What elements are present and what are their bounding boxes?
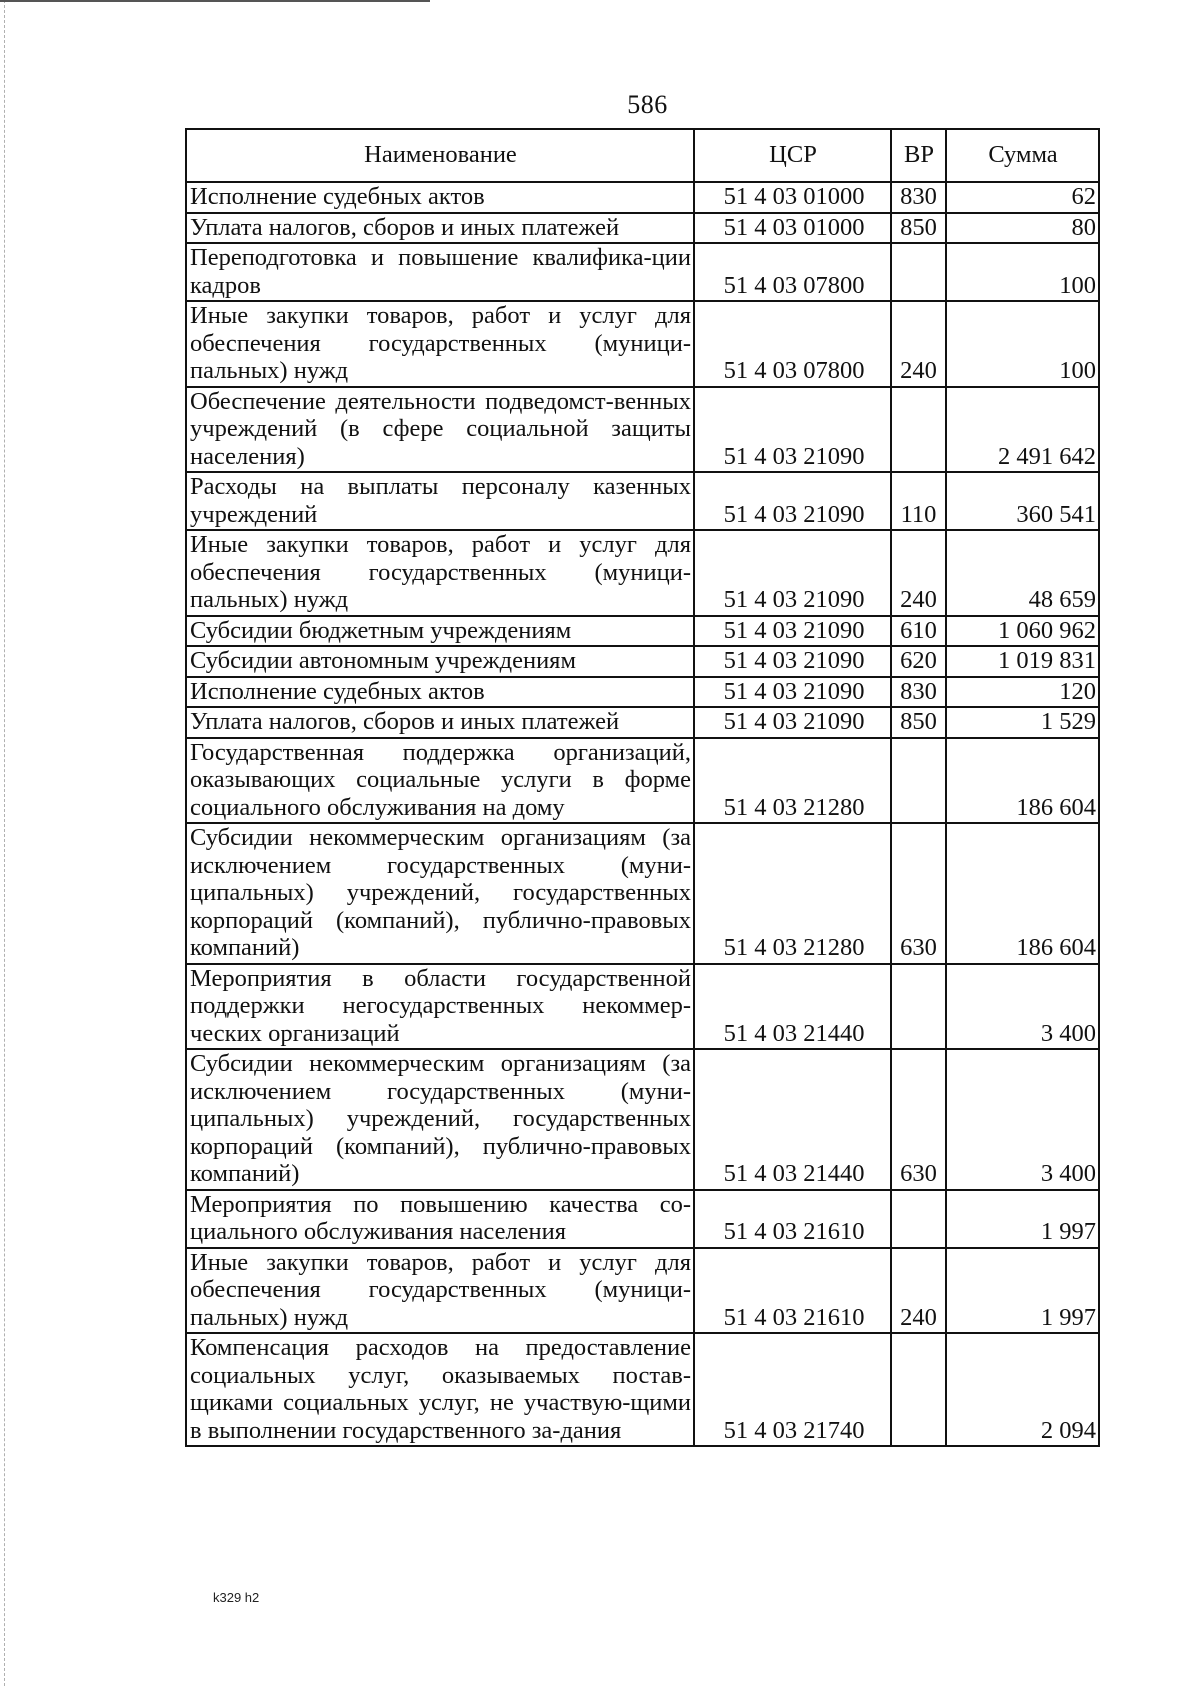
table-row	[186, 182, 1099, 213]
row-csr-cell: 51 4 03 01000	[694, 213, 891, 244]
row-name-cell: Исполнение судебных актов	[186, 182, 694, 213]
row-csr-cell: 51 4 03 21090	[694, 530, 891, 616]
row-vr-cell	[891, 964, 946, 1050]
table-row	[186, 677, 1099, 708]
budget-table	[185, 128, 1100, 1447]
row-sum-cell: 3 400	[946, 1049, 1099, 1190]
row-sum-cell: 186 604	[946, 738, 1099, 824]
table-row	[186, 387, 1099, 473]
header-row	[186, 129, 1099, 182]
row-vr-cell: 850	[891, 707, 946, 738]
row-csr-cell: 51 4 03 21280	[694, 823, 891, 964]
row-name-cell: Иные закупки товаров, работ и услуг для обеспечения государственных (муници-пальных) нужд	[186, 301, 694, 387]
row-csr-cell: 51 4 03 21090	[694, 472, 891, 530]
row-vr-cell: 630	[891, 823, 946, 964]
row-vr-cell	[891, 738, 946, 824]
table-row	[186, 964, 1099, 1050]
row-csr-cell: 51 4 03 21610	[694, 1190, 891, 1248]
row-vr-cell	[891, 1333, 946, 1446]
table-row	[186, 823, 1099, 964]
row-sum-cell: 100	[946, 301, 1099, 387]
row-vr-cell: 830	[891, 677, 946, 708]
row-name-cell: Субсидии некоммерческим организациям (за исключением государственных (муни-ципальных) учреждений, государственных корпораций (компаний), публично-правовых компаний)	[186, 823, 694, 964]
row-vr-cell: 850	[891, 213, 946, 244]
header-vr: ВР	[891, 129, 946, 182]
table-row	[186, 530, 1099, 616]
row-name-cell: Компенсация расходов на предоставление социальных услуг, оказываемых постав-щиками социальных услуг, не участвую-щими в выполнении государственного за-дания	[186, 1333, 694, 1446]
row-csr-cell: 51 4 03 21090	[694, 616, 891, 647]
footer-code: k329 h2	[213, 1590, 260, 1605]
row-vr-cell: 630	[891, 1049, 946, 1190]
row-vr-cell: 240	[891, 530, 946, 616]
row-csr-cell: 51 4 03 21090	[694, 677, 891, 708]
scan-edge-top	[0, 0, 430, 2]
row-sum-cell: 100	[946, 243, 1099, 301]
row-sum-cell: 120	[946, 677, 1099, 708]
row-csr-cell: 51 4 03 21090	[694, 387, 891, 473]
row-sum-cell: 62	[946, 182, 1099, 213]
row-name-cell: Субсидии автономным учреждениям	[186, 646, 694, 677]
row-sum-cell: 1 997	[946, 1190, 1099, 1248]
row-name-cell: Государственная поддержка организаций, оказывающих социальные услуги в форме социального обслуживания на дому	[186, 738, 694, 824]
row-name-cell: Иные закупки товаров, работ и услуг для обеспечения государственных (муници-пальных) нужд	[186, 530, 694, 616]
row-vr-cell: 110	[891, 472, 946, 530]
row-name-cell: Иные закупки товаров, работ и услуг для обеспечения государственных (муници-пальных) нужд	[186, 1248, 694, 1334]
table-row	[186, 1190, 1099, 1248]
row-csr-cell: 51 4 03 21090	[694, 707, 891, 738]
row-sum-cell: 2 491 642	[946, 387, 1099, 473]
row-name-cell: Уплата налогов, сборов и иных платежей	[186, 213, 694, 244]
row-name-cell: Расходы на выплаты персоналу казенных учреждений	[186, 472, 694, 530]
header-csr: ЦСР	[694, 129, 891, 182]
row-name-cell: Обеспечение деятельности подведомст-венных учреждений (в сфере социальной защиты населения)	[186, 387, 694, 473]
row-vr-cell	[891, 387, 946, 473]
row-vr-cell	[891, 1190, 946, 1248]
row-vr-cell: 830	[891, 182, 946, 213]
row-sum-cell: 1 060 962	[946, 616, 1099, 647]
row-name-cell: Субсидии бюджетным учреждениям	[186, 616, 694, 647]
scan-edge-left	[4, 0, 6, 1686]
row-vr-cell: 240	[891, 301, 946, 387]
row-name-cell: Исполнение судебных актов	[186, 677, 694, 708]
row-sum-cell: 1 529	[946, 707, 1099, 738]
table-row	[186, 301, 1099, 387]
table-row	[186, 738, 1099, 824]
row-csr-cell: 51 4 03 01000	[694, 182, 891, 213]
row-sum-cell: 1 019 831	[946, 646, 1099, 677]
row-csr-cell: 51 4 03 21440	[694, 964, 891, 1050]
table-row	[186, 1049, 1099, 1190]
row-name-cell: Переподготовка и повышение квалифика-ции кадров	[186, 243, 694, 301]
table-header	[186, 129, 1099, 182]
row-csr-cell: 51 4 03 07800	[694, 243, 891, 301]
table-row	[186, 616, 1099, 647]
row-sum-cell: 360 541	[946, 472, 1099, 530]
row-name-cell: Субсидии некоммерческим организациям (за исключением государственных (муни-ципальных) учреждений, государственных корпораций (компаний), публично-правовых компаний)	[186, 1049, 694, 1190]
row-sum-cell: 1 997	[946, 1248, 1099, 1334]
row-csr-cell: 51 4 03 21280	[694, 738, 891, 824]
table-body	[186, 182, 1099, 1446]
row-name-cell: Мероприятия в области государственной поддержки негосударственных некоммер-ческих организаций	[186, 964, 694, 1050]
row-sum-cell: 48 659	[946, 530, 1099, 616]
table-row	[186, 243, 1099, 301]
row-csr-cell: 51 4 03 07800	[694, 301, 891, 387]
row-sum-cell: 3 400	[946, 964, 1099, 1050]
table-row	[186, 1248, 1099, 1334]
table-row	[186, 646, 1099, 677]
header-sum: Сумма	[946, 129, 1099, 182]
row-csr-cell: 51 4 03 21090	[694, 646, 891, 677]
row-sum-cell: 80	[946, 213, 1099, 244]
row-vr-cell: 240	[891, 1248, 946, 1334]
row-csr-cell: 51 4 03 21610	[694, 1248, 891, 1334]
row-vr-cell	[891, 243, 946, 301]
table-row	[186, 707, 1099, 738]
table-row	[186, 1333, 1099, 1446]
header-name: Наименование	[186, 129, 694, 182]
table-row	[186, 472, 1099, 530]
row-sum-cell: 2 094	[946, 1333, 1099, 1446]
row-sum-cell: 186 604	[946, 823, 1099, 964]
row-csr-cell: 51 4 03 21440	[694, 1049, 891, 1190]
row-csr-cell: 51 4 03 21740	[694, 1333, 891, 1446]
row-name-cell: Мероприятия по повышению качества со-циального обслуживания населения	[186, 1190, 694, 1248]
row-vr-cell: 610	[891, 616, 946, 647]
page-number: 586	[627, 90, 668, 119]
table-row	[186, 213, 1099, 244]
row-vr-cell: 620	[891, 646, 946, 677]
row-name-cell: Уплата налогов, сборов и иных платежей	[186, 707, 694, 738]
